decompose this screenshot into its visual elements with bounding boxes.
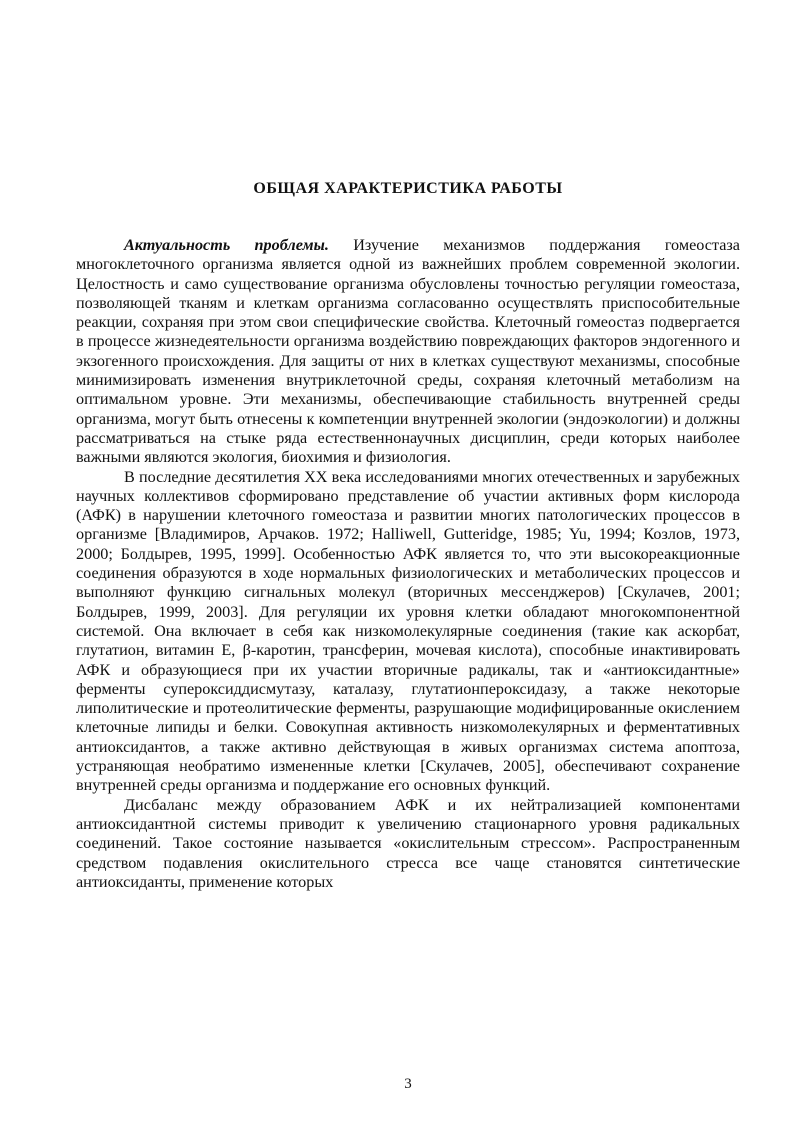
paragraph-lead: Актуальность проблемы. [124,236,329,254]
document-body [76,236,740,892]
page-number: 3 [404,1076,412,1092]
paragraph-text: В последние десятилетия XX века исследованиями многих отечественных и зарубежных научных коллективов сформировано представление об участии активных форм кислорода (АФК) в нарушении клеточного гомеостаза и развитии многих патологических процессов в организме [Владимиров, Арчаков. 1972; Halliwell, Gutteridge, 1985; Yu, 1994; Козлов, 1973, 2000; Болдырев, 1995, 1999]. Особенностью АФК является то, что эти высокореакционные соединения образуются в ходе нормальных физиологических и метаболических процессов и выполняют функцию сигнальных молекул (вторичных мессенджеров) [Скулачев, 2001; Болдырев, 1999, 2003]. Для регуляции их уровня клетки обладают многокомпонентной системой. Она включает в себя как низкомолекулярные соединения (такие как аскорбат, глутатион, витамин Е, β-каротин, трансферин, мочевая кислота), способные инактивировать АФК и образующиеся при их участии вторичные радикалы, так и «антиоксидантные» ферменты супероксиддисмутазу, каталазу, глутатионпероксидазу, а также некоторые липолитические и протеолитические ферменты, разрушающие модифицированные окислением клеточные липиды и белки. Совокупная активность низкомолекулярных и ферментативных антиоксидантов, а также активно действующая в живых организмах система апоптоза, устраняющая необратимо измененные клетки [Скулачев, 2005], обеспечивают сохранение внутренней среды организма и поддержание его основных функций. [76,467,740,795]
paragraph-text: Изучение механизмов поддержания гомеостаза многоклеточного организма является одной из важнейших проблем современной экологии. Целостность и само существование организма обусловлены точностью регуляции гомеостаза, позволяющей тканям и клеткам организма согласованно осуществлять приспособительные реакции, сохраняя при этом свои специфические свойства. Клеточный гомеостаз подвергается в процессе жизнедеятельности организма воздействию повреждающих факторов эндогенного и экзогенного происхождения. Для защиты от них в клетках существуют механизмы, способные минимизировать изменения внутриклеточной среды, сохраняя клеточный метаболизм на оптимальном уровне. Эти механизмы, обеспечивающие стабильность внутренней среды организма, могут быть отнесены к компетенции внутренней экологии (эндоэкологии) и должны рассматриваться на стыке ряда естественнонаучных дисциплин, среди которых наиболее важными являются экология, биохимия и физиология. [76,236,740,467]
paragraph-relevance [76,236,740,468]
paragraph-ros-research [76,468,740,796]
paragraph-text: Дисбаланс между образованием АФК и их нейтрализацией компонентами антиоксидантной системы приводит к увеличению стационарного уровня радикальных соединений. Такое состояние называется «окислительным стрессом». Распространенным средством подавления окислительного стресса все чаще становятся синтетические антиоксиданты, применение которых [76,795,740,891]
paragraph-oxidative-stress [76,796,740,892]
section-title: ОБЩАЯ ХАРАКТЕРИСТИКА РАБОТЫ [253,180,563,197]
document-page [76,0,740,1132]
